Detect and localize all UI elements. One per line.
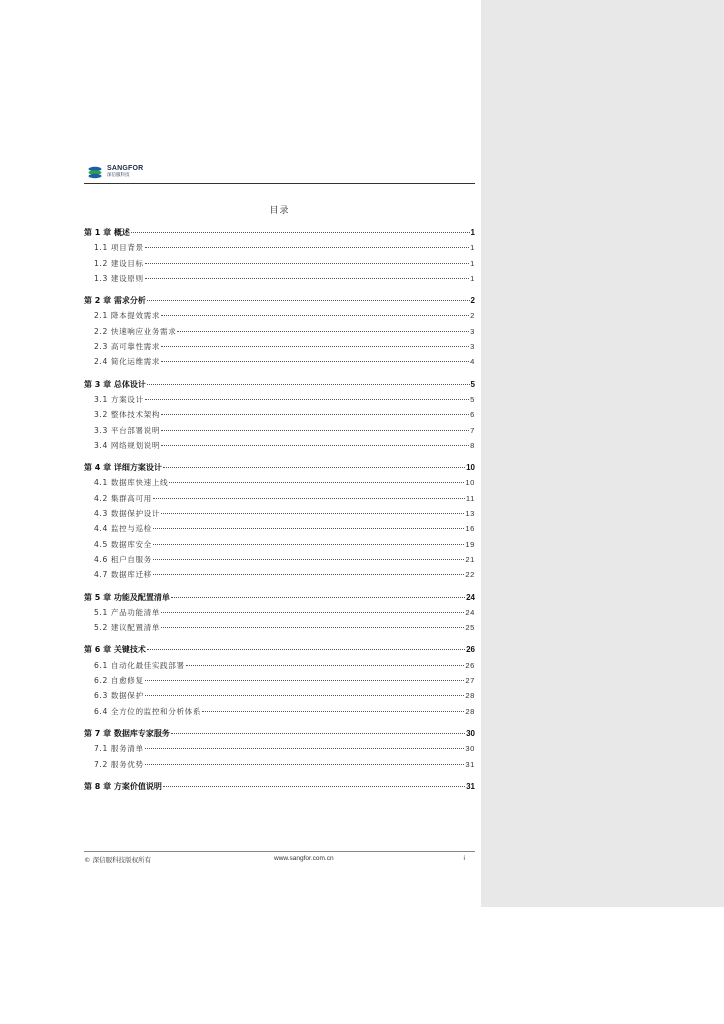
toc-chapter-block (84, 460, 475, 582)
toc-section-entry-page: 8 (470, 440, 475, 450)
toc-section-entry-label: 4.7 数据库迁移 (94, 570, 152, 580)
toc-section-entry-page: 22 (465, 570, 475, 580)
dot-leader (161, 361, 469, 362)
toc-section-entry-label: 3.3 平台部署说明 (94, 425, 161, 435)
toc-section-entry[interactable] (84, 339, 475, 354)
toc-section-entry-label: 1.3 建设原则 (94, 273, 144, 283)
dot-leader (153, 574, 464, 575)
footer-page-number: i (463, 855, 465, 862)
toc-chapter-entry-page: 31 (466, 781, 475, 791)
toc-section-entry[interactable] (84, 567, 475, 582)
toc-chapter-block (84, 293, 475, 369)
dot-leader (161, 430, 469, 431)
toc-section-entry[interactable] (84, 392, 475, 407)
toc-chapter-block (84, 642, 475, 718)
sangfor-logo-icon (87, 164, 103, 180)
toc-chapter-entry-page: 2 (470, 296, 475, 306)
toc-section-entry-page: 5 (470, 394, 475, 404)
toc-section-entry-page: 19 (465, 539, 475, 549)
dot-leader (171, 733, 465, 734)
toc-section-entry-label: 2.3 高可靠性需求 (94, 342, 161, 352)
dot-leader (161, 414, 469, 415)
toc-section-entry-page: 26 (465, 660, 475, 670)
footer-rule (84, 851, 475, 852)
toc-section-entry-label: 6.3 数据保护 (94, 691, 144, 701)
footer-website: www.sangfor.com.cn (274, 855, 334, 862)
toc-section-entry-label: 2.1 降本提效需求 (94, 311, 161, 321)
dot-leader (145, 247, 470, 248)
toc-section-entry-label: 2.4 简化运维需求 (94, 357, 161, 367)
toc-section-entry-page: 3 (470, 326, 475, 336)
toc-section-entry-label: 4.5 数据库安全 (94, 539, 152, 549)
dot-leader (161, 513, 464, 514)
toc-section-entry[interactable] (84, 552, 475, 567)
toc-section-entry[interactable] (84, 475, 475, 490)
toc-section-entry[interactable] (84, 757, 475, 772)
toc-chapter-entry-label: 第 2 章 需求分析 (84, 296, 146, 306)
toc-section-entry-page: 21 (465, 554, 475, 564)
dot-leader (147, 649, 465, 650)
toc-chapter-entry-page: 30 (466, 728, 475, 738)
dot-leader (161, 315, 469, 316)
toc-chapter-block (84, 726, 475, 772)
toc-section-entry-label: 3.2 整体技术架构 (94, 410, 161, 420)
toc-title: 目录 (269, 206, 290, 216)
toc-section-entry[interactable] (84, 407, 475, 422)
dot-leader (145, 278, 470, 279)
dot-leader (145, 695, 465, 696)
dot-leader (161, 612, 464, 613)
toc-section-entry-page: 28 (465, 691, 475, 701)
dot-leader (161, 346, 469, 347)
toc-section-entry[interactable] (84, 354, 475, 369)
toc-chapter-entry-label: 第 3 章 总体设计 (84, 379, 146, 389)
logo-wordmark: SANGFOR (107, 165, 144, 173)
toc-section-entry-page: 2 (470, 311, 475, 321)
toc-section-entry-label: 6.4 全方位的监控和分析体系 (94, 706, 202, 716)
page-footer (84, 855, 475, 867)
toc-section-entry[interactable] (84, 491, 475, 506)
toc-section-entry-page: 1 (470, 243, 475, 253)
toc-chapter-entry-label: 第 7 章 数据库专家服务 (84, 728, 170, 738)
dot-leader (153, 544, 464, 545)
toc-section-entry[interactable] (84, 605, 475, 620)
toc-chapter-entry-label: 第 1 章 概述 (84, 228, 130, 237)
toc-chapter-entry[interactable] (84, 726, 475, 741)
toc-chapter-entry[interactable] (84, 642, 475, 657)
toc-section-entry-label: 6.2 自愈修复 (94, 676, 144, 686)
toc-section-entry[interactable] (84, 271, 475, 286)
toc-section-entry[interactable] (84, 688, 475, 703)
toc-section-entry-page: 30 (465, 744, 475, 754)
dot-leader (131, 232, 470, 233)
toc-section-entry-page: 25 (465, 623, 475, 633)
toc-chapter-entry-page: 1 (470, 228, 475, 237)
toc-section-entry[interactable] (84, 521, 475, 536)
toc-section-entry[interactable] (84, 704, 475, 719)
toc-section-entry-page: 4 (470, 357, 475, 367)
table-of-contents (84, 225, 475, 801)
toc-chapter-entry[interactable] (84, 460, 475, 475)
toc-section-entry[interactable] (84, 423, 475, 438)
toc-section-entry-label: 2.2 快速响应业务需求 (94, 326, 177, 336)
toc-section-entry-label: 4.3 数据保护设计 (94, 509, 161, 519)
toc-chapter-entry-label: 第 6 章 关键技术 (84, 645, 146, 655)
toc-chapter-entry-page: 10 (466, 463, 475, 473)
toc-section-entry[interactable] (84, 741, 475, 756)
toc-section-entry-label: 4.2 集群高可用 (94, 493, 152, 503)
dot-leader (163, 786, 465, 787)
toc-section-entry-page: 24 (465, 607, 475, 617)
comments-pane (481, 0, 724, 907)
dot-leader (177, 331, 469, 332)
dot-leader (202, 711, 464, 712)
toc-chapter-block (84, 225, 475, 286)
toc-section-entry-label: 1.1 项目背景 (94, 243, 144, 253)
toc-chapter-entry[interactable] (84, 779, 475, 794)
toc-section-entry-page: 28 (465, 706, 475, 716)
toc-section-entry-page: 7 (470, 425, 475, 435)
toc-chapter-entry[interactable] (84, 225, 475, 240)
logo-subtitle: 深信服科技 (107, 173, 130, 179)
toc-section-entry[interactable] (84, 324, 475, 339)
toc-chapter-entry[interactable] (84, 377, 475, 392)
toc-section-entry-page: 31 (465, 759, 475, 769)
toc-section-entry-page: 6 (470, 410, 475, 420)
toc-chapter-entry-label: 第 4 章 详细方案设计 (84, 463, 162, 473)
toc-section-entry-label: 7.2 服务优势 (94, 759, 144, 769)
toc-section-entry[interactable] (84, 673, 475, 688)
toc-chapter-entry[interactable] (84, 590, 475, 605)
toc-section-entry[interactable] (84, 240, 475, 255)
toc-section-entry-label: 4.6 租户自服务 (94, 554, 152, 564)
toc-chapter-entry-page: 5 (470, 379, 475, 389)
dot-leader (147, 384, 470, 385)
sangfor-logo (87, 161, 143, 183)
dot-leader (153, 528, 464, 529)
dot-leader (153, 498, 465, 499)
toc-section-entry-label: 5.1 产品功能清单 (94, 607, 161, 617)
toc-section-entry[interactable] (84, 438, 475, 453)
toc-section-entry-label: 3.4 网络规划说明 (94, 440, 161, 450)
dot-leader (145, 399, 470, 400)
dot-leader (161, 627, 464, 628)
toc-section-entry[interactable] (84, 308, 475, 323)
dot-leader (163, 467, 465, 468)
toc-section-entry-label: 6.1 自动化最佳实践部署 (94, 660, 185, 670)
toc-section-entry-label: 3.1 方案设计 (94, 394, 144, 404)
toc-section-entry[interactable] (84, 620, 475, 635)
dot-leader (169, 482, 464, 483)
toc-section-entry-page: 1 (470, 273, 475, 283)
toc-section-entry-page: 11 (465, 493, 475, 503)
toc-chapter-entry-page: 26 (466, 645, 475, 655)
toc-section-entry-label: 5.2 建议配置清单 (94, 623, 161, 633)
dot-leader (145, 680, 465, 681)
dot-leader (161, 445, 469, 446)
toc-section-entry-page: 27 (465, 676, 475, 686)
toc-section-entry-page: 10 (465, 478, 475, 488)
toc-section-entry-label: 4.1 数据库快速上线 (94, 478, 169, 488)
dot-leader (147, 300, 470, 301)
toc-chapter-entry-page: 24 (466, 592, 475, 602)
toc-section-entry-page: 1 (470, 258, 475, 268)
toc-chapter-entry-label: 第 8 章 方案价值说明 (84, 781, 162, 791)
toc-section-entry-label: 1.2 建设目标 (94, 258, 144, 268)
toc-section-entry-page: 13 (465, 509, 475, 519)
footer-copyright: © 深信服科技版权所有 (84, 856, 152, 864)
dot-leader (145, 764, 465, 765)
toc-section-entry[interactable] (84, 506, 475, 521)
header-rule (84, 183, 475, 184)
dot-leader (145, 748, 465, 749)
toc-section-entry-page: 3 (470, 342, 475, 352)
toc-chapter-block (84, 779, 475, 794)
toc-chapter-entry-label: 第 5 章 功能及配置清单 (84, 592, 170, 602)
toc-section-entry[interactable] (84, 537, 475, 552)
toc-chapter-entry[interactable] (84, 293, 475, 308)
toc-chapter-block (84, 377, 475, 453)
toc-chapter-block (84, 590, 475, 636)
dot-leader (171, 597, 465, 598)
toc-section-entry-label: 7.1 服务清单 (94, 744, 144, 754)
toc-section-entry-label: 4.4 监控与巡检 (94, 524, 152, 534)
toc-section-entry-page: 16 (465, 524, 475, 534)
toc-section-entry[interactable] (84, 256, 475, 271)
dot-leader (186, 665, 465, 666)
toc-section-entry[interactable] (84, 658, 475, 673)
dot-leader (153, 559, 464, 560)
dot-leader (145, 263, 470, 264)
